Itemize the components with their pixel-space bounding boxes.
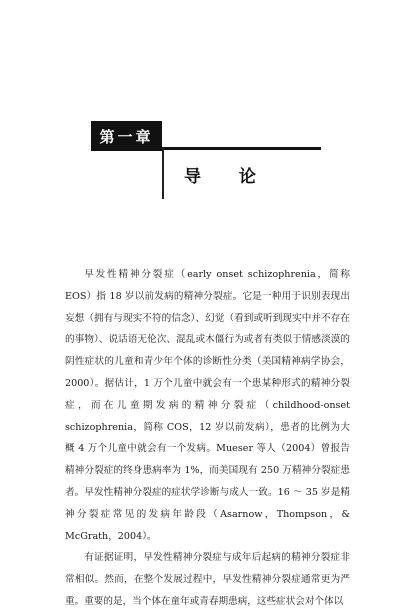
chapter-vertical-rule (162, 147, 164, 199)
body-text (65, 264, 350, 613)
chapter-label: 第一章 (99, 127, 154, 146)
paragraph-1: 早发性精神分裂症（early onset schizophrenia，简称 EOS）指 18 岁以前发病的精神分裂症。它是一种用于识别表现出妄想（拥有与现实不符的信念）、幻觉（看到或听到现实中并不存在的事物）、说话语无伦次、混乱或木僵行为或者有类似于情感淡漠的阴性症状的儿童和青少年个体的诊断性分类（美国精神病学协会，2000）。据估计，1 万个儿童中就会有一个患某种形式的精神分裂症，而在儿童期发病的精神分裂症（childhood-onset schizophrenia，简称 COS，12 岁以前发病），患者的比例为大概 4 万个儿童中就会有一个发病。Mueser 等人（2004）曾报告精神分裂症的终身患病率为 1%，而美国现有 250 万精神分裂症患者。早发性精神分裂症的症状学诊断与成人一致。16 ～ 35 岁是精神分裂症常见的发病年龄段（Asarnow，Thompson，& McGrath，2004）。 (65, 269, 350, 542)
chapter-title: 导 论 (184, 167, 272, 187)
chapter-horizontal-rule (162, 147, 321, 150)
chapter-label-box (91, 121, 162, 151)
paragraph-2: 有证据证明，早发性精神分裂症与成年后起病的精神分裂症非常相似。然而，在整个发展过程中，早发性精神分裂症通常更为严重。重要的是，当个体在童年或青春期患病，这些症状会对个体以 (65, 552, 350, 607)
